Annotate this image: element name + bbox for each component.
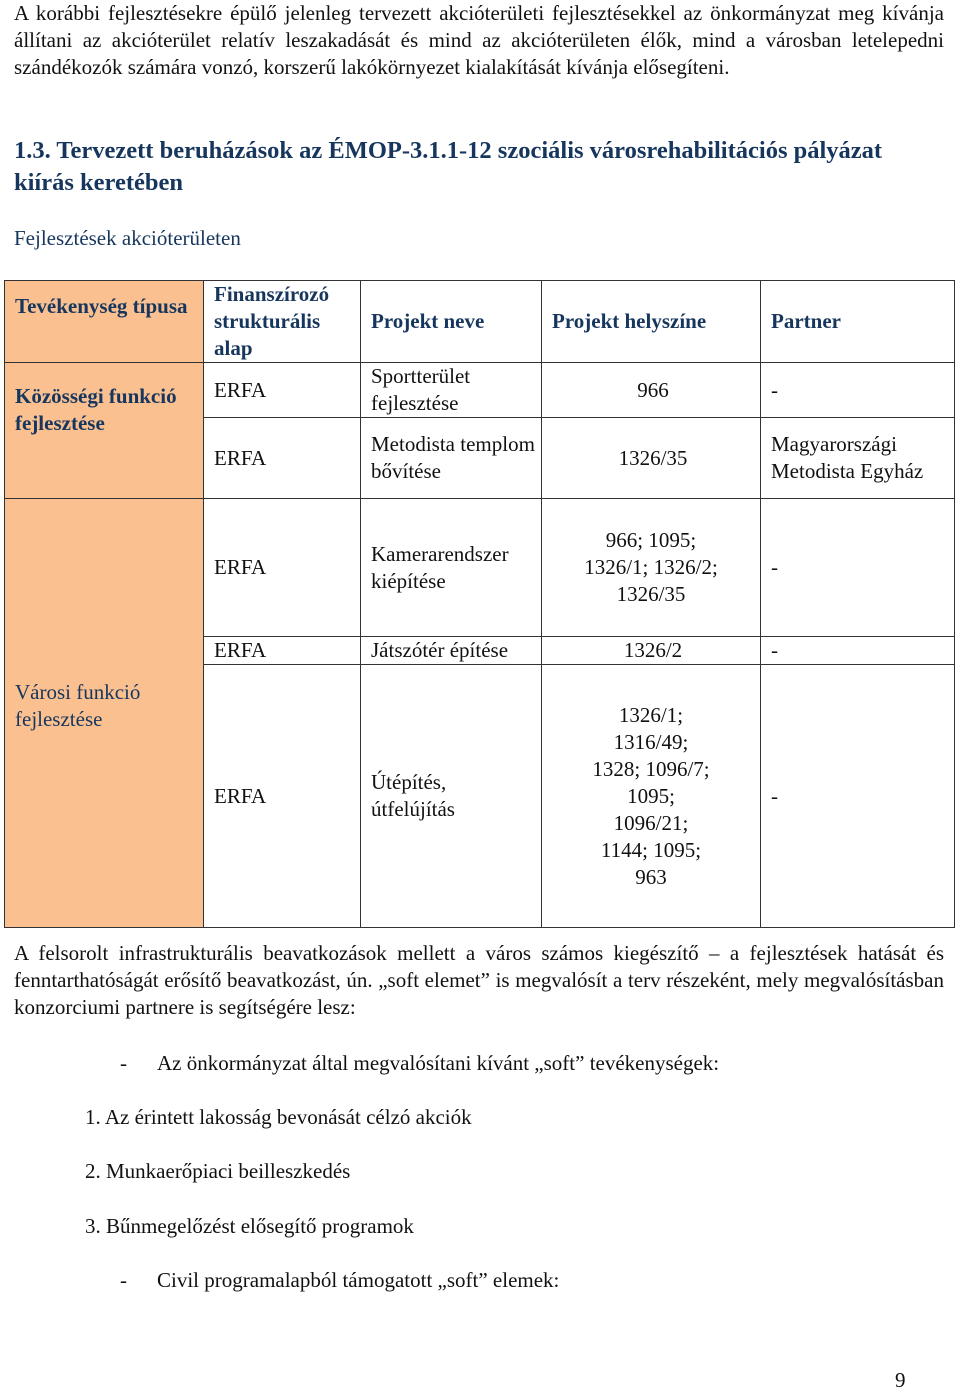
- cell-fund: ERFA: [204, 418, 361, 499]
- section-heading: 1.3. Tervezett beruházások az ÉMOP-3.1.1-12 szociális városrehabilitációs pályázat kiírás keretében: [14, 137, 883, 196]
- table-header-row: [5, 281, 955, 363]
- numbered-item-1: 1. Az érintett lakosság bevonását célzó akciók: [85, 1105, 472, 1129]
- cell-location: 1326/2: [542, 637, 761, 665]
- cell-name: Útépítés, útfelújítás: [361, 665, 542, 928]
- projects-table: [4, 280, 955, 928]
- cell-name: Játszótér építése: [361, 637, 542, 665]
- cell-name: Sportterület fejlesztése: [361, 363, 542, 418]
- group-type-city: Városi funkció fejlesztése: [5, 499, 204, 928]
- cell-location: 1326/35: [542, 418, 761, 499]
- header-fund: Finanszírozó strukturális alap: [204, 281, 361, 363]
- cell-partner: -: [761, 499, 955, 637]
- cell-name: Kamerarendszer kiépítése: [361, 499, 542, 637]
- dash-marker: -: [120, 1051, 127, 1075]
- header-partner: Partner: [761, 281, 955, 363]
- cell-partner: -: [761, 665, 955, 928]
- cell-location: 966; 1095; 1326/1; 1326/2; 1326/35: [542, 499, 761, 637]
- cell-location: 966: [542, 363, 761, 418]
- cell-location: 1326/1; 1316/49; 1328; 1096/7; 1095; 1096/21; 1144; 1095; 963: [542, 665, 761, 928]
- list-item-soft: Az önkormányzat által megvalósítani kívánt „soft” tevékenységek:: [157, 1051, 720, 1075]
- header-type: Tevékenység típusa: [5, 281, 204, 363]
- table-row: [5, 363, 955, 418]
- numbered-item-2: 2. Munkaerőpiaci beilleszkedés: [85, 1159, 351, 1183]
- list-item-civil: Civil programalapból támogatott „soft” elemek:: [157, 1268, 560, 1292]
- table-row: [5, 499, 955, 637]
- cell-fund: ERFA: [204, 665, 361, 928]
- cell-fund: ERFA: [204, 499, 361, 637]
- header-location: Projekt helyszíne: [542, 281, 761, 363]
- cell-partner: -: [761, 363, 955, 418]
- group-type-community: Közösségi funkció fejlesztése: [5, 363, 204, 499]
- page-number: 9: [895, 1368, 906, 1392]
- intro-paragraph: A korábbi fejlesztésekre épülő jelenleg tervezett akcióterületi fejlesztésekkel az önkormányzat meg kívánja állítani az akcióterület relatív leszakadását és mind az akcióterületen élők, mind a városban letelepedni szándékozók számára vonzó, korszerű lakókörnyezet kialakítását kívánja elősegíteni.: [14, 1, 944, 79]
- cell-partner: -: [761, 637, 955, 665]
- cell-fund: ERFA: [204, 363, 361, 418]
- cell-partner: Magyarországi Metodista Egyház: [761, 418, 955, 499]
- cell-name: Metodista templom bővítése: [361, 418, 542, 499]
- table-caption: Fejlesztések akcióterületen: [14, 226, 241, 250]
- header-name: Projekt neve: [361, 281, 542, 363]
- numbered-item-3: 3. Bűnmegelőzést elősegítő programok: [85, 1214, 414, 1238]
- cell-fund: ERFA: [204, 637, 361, 665]
- dash-marker: -: [120, 1268, 127, 1292]
- after-table-paragraph: A felsorolt infrastrukturális beavatkozások mellett a város számos kiegészítő – a fejlesztések hatását és fenntarthatóságát erősítő beavatkozást, ún. „soft elemet” is megvalósít a terv részeként, mely megvalósításban konzorciumi partnere is segítségére lesz:: [14, 941, 944, 1019]
